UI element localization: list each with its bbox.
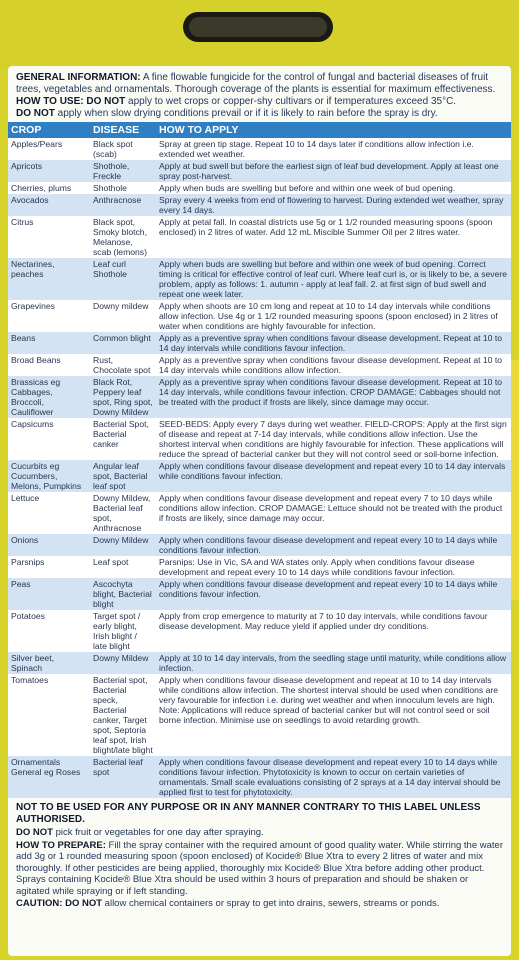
- how-to-apply-cell: Apply when conditions favour disease development and repeat every 10 to 14 day intervals while conditions favour infection.: [156, 460, 511, 492]
- how-to-apply-cell: SEED-BEDS: Apply every 7 days during wet weather. FIELD-CROPS: Apply at the first sign of disease and repeat at 7-14 day intervals, while conditions allow infection. Use the shortest interval when conditions are highly favourable for infection. These applications will reduce the spread of bacterial canker but they will not control seed or soil-borne infection.: [156, 418, 511, 460]
- crop-cell: Ornamentals General eg Roses: [8, 756, 90, 798]
- disease-cell: Leaf spot: [90, 556, 156, 578]
- table-row: [8, 138, 511, 160]
- general-heading: GENERAL INFORMATION:: [16, 72, 141, 83]
- crop-cell: Onions: [8, 534, 90, 556]
- table-row: [8, 194, 511, 216]
- disease-cell: Black spot (scab): [90, 138, 156, 160]
- disease-cell: Downy Mildew: [90, 652, 156, 674]
- crop-cell: Apples/Pears: [8, 138, 90, 160]
- disease-cell: Bacterial Spot, Bacterial canker: [90, 418, 156, 460]
- table-row: [8, 332, 511, 354]
- table-row: [8, 354, 511, 376]
- do-not-label: DO NOT: [86, 96, 126, 107]
- table-row: [8, 460, 511, 492]
- disease-cell: Shothole, Freckle: [90, 160, 156, 182]
- table-row: [8, 610, 511, 652]
- crop-cell: Lettuce: [8, 492, 90, 534]
- hang-hole: [183, 12, 333, 42]
- label-footer: [8, 798, 511, 915]
- disease-cell: Bacterial spot, Bacterial speck, Bacterial canker, Target spot, Septoria leaf spot, Irish blight/late blight: [90, 674, 156, 756]
- how-to-apply-cell: Apply as a preventive spray when conditions favour disease development. Repeat at 10 to 14 day intervals while conditions allow infection.: [156, 354, 511, 376]
- table-row: [8, 160, 511, 182]
- general-information: [8, 66, 511, 122]
- disease-cell: Black spot, Smoky blotch, Melanose, scab (lemons): [90, 216, 156, 258]
- how-to-apply-cell: Apply when buds are swelling but before and within one week of bud opening. Correct timing is critical for effective control of leaf curl. Where leaf curl is, or is likely to be, a severe problem, apply as follows: 1. autumn - apply at leaf fall. 2. at first sign of bud swell and repeat one week later.: [156, 258, 511, 300]
- crop-cell: Parsnips: [8, 556, 90, 578]
- do-not-label: DO NOT: [16, 108, 55, 119]
- table-row: [8, 182, 511, 194]
- crop-cell: Citrus: [8, 216, 90, 258]
- crop-header: CROP: [8, 122, 90, 138]
- slow-drying-text: apply when slow drying conditions prevail or if it is likely to rain before the spray is dry.: [57, 108, 438, 119]
- disease-cell: Rust, Chocolate spot: [90, 354, 156, 376]
- crop-cell: Cucurbits eg Cucumbers, Melons, Pumpkins: [8, 460, 90, 492]
- how-to-apply-cell: Spray at green tip stage. Repeat 10 to 14 days later if conditions allow infection i.e. extended wet weather.: [156, 138, 511, 160]
- card-header: [0, 0, 519, 70]
- table-row: [8, 418, 511, 460]
- crop-cell: Tomatoes: [8, 674, 90, 756]
- how-to-apply-cell: Apply at 10 to 14 day intervals, from the seedling stage until maturity, while conditions allow infection.: [156, 652, 511, 674]
- application-table: [8, 122, 511, 798]
- disease-cell: Bacterial leaf spot: [90, 756, 156, 798]
- crop-cell: Capsicums: [8, 418, 90, 460]
- disease-cell: Common blight: [90, 332, 156, 354]
- how-to-use-label: HOW TO USE:: [16, 96, 84, 107]
- table-row: [8, 376, 511, 418]
- table-row: [8, 216, 511, 258]
- disease-cell: Downy Mildew, Bacterial leaf spot, Anthracnose: [90, 492, 156, 534]
- harvest-interval-text: pick fruit or vegetables for one day after spraying.: [55, 827, 264, 838]
- how-to-prepare-label: HOW TO PREPARE:: [16, 839, 106, 851]
- disease-cell: Angular leaf spot, Bacterial leaf spot: [90, 460, 156, 492]
- disease-cell: Target spot / early blight, Irish blight / late blight: [90, 610, 156, 652]
- crop-cell: Avocados: [8, 194, 90, 216]
- table-row: [8, 534, 511, 556]
- how-to-apply-cell: Spray every 4 weeks from end of flowering to harvest. During extended wet weather, spray every 14 days.: [156, 194, 511, 216]
- crop-cell: Silver beet, Spinach: [8, 652, 90, 674]
- table-row: [8, 492, 511, 534]
- crop-cell: Apricots: [8, 160, 90, 182]
- crop-cell: Potatoes: [8, 610, 90, 652]
- how-to-apply-cell: Apply when conditions favour disease development and repeat every 10 to 14 days while conditions favour infection.: [156, 578, 511, 610]
- how-to-apply-cell: Apply when conditions favour disease development and repeat every 10 to 14 days while conditions favour infection.: [156, 534, 511, 556]
- table-header-row: [8, 122, 511, 138]
- how-to-apply-cell: Apply as a preventive spray when conditions favour disease development. Repeat at 10 to 14 day intervals while conditions favour infection.: [156, 332, 511, 354]
- crop-cell: Nectarines, peaches: [8, 258, 90, 300]
- crop-cell: Peas: [8, 578, 90, 610]
- do-not-label: DO NOT: [16, 827, 53, 838]
- table-row: [8, 300, 511, 332]
- crop-cell: Beans: [8, 332, 90, 354]
- table-row: [8, 674, 511, 756]
- disease-cell: Downy Mildew: [90, 534, 156, 556]
- how-to-apply-cell: Apply when conditions favour disease development and repeat at 10 to 14 day intervals while conditions allow infection. The shortest interval should be used when conditions are very favourable for infection i.e. during wet weather and when innoculum levels are high. Note: Applications will reduce spread of bacterial canker but will not control seed or soil borne infection. Minimise use on seedlings to avoid retarding growth.: [156, 674, 511, 756]
- disease-header: DISEASE: [90, 122, 156, 138]
- caution-label: CAUTION: DO NOT: [16, 898, 103, 909]
- how-to-apply-cell: Apply at bud swell but before the earliest sign of leaf bud development. Apply at least one spray post-harvest.: [156, 160, 511, 182]
- how-to-apply-cell: Apply when conditions favour disease development and repeat every 10 to 14 days while conditions favour infection. Phytotoxicity is known to occur on certain varieties of ornamentals. Small scale evaluations consisting of 2 sprays at a 14 day interval should be applied first to test for phytotoxicity.: [156, 756, 511, 798]
- authorisation-warning: NOT TO BE USED FOR ANY PURPOSE OR IN ANY MANNER CONTRARY TO THIS LABEL UNLESS AUTHORISED.: [16, 802, 481, 825]
- disease-cell: Leaf curl Shothole: [90, 258, 156, 300]
- how-to-apply-cell: Apply when conditions favour disease development and repeat every 7 to 10 days while conditions allow infection. CROP DAMAGE: Lettuce should not be treated with the product if frosts are likely, since damage may occur.: [156, 492, 511, 534]
- crop-cell: Brassicas eg Cabbages, Broccoli, Cauliflower: [8, 376, 90, 418]
- disease-cell: Black Rot, Peppery leaf spot, Ring spot, Downy Mildew: [90, 376, 156, 418]
- crop-cell: Cherries, plums: [8, 182, 90, 194]
- how-to-apply-cell: Apply as a preventive spray when conditions favour disease development. Repeat at 10 to 14 day intervals, while conditions favour infection. CROP DAMAGE: Cabbages should not be treated with the product if frosts are likely, since damage may occur.: [156, 376, 511, 418]
- how-to-apply-header: HOW TO APPLY: [156, 122, 511, 138]
- how-to-apply-cell: Apply at petal fall. In coastal districts use 5g or 1 1/2 rounded measuring spoons (spoon enclosed) in 2 litres of water. Add 12 mL Miscible Summer Oil per 2 litres water.: [156, 216, 511, 258]
- how-to-use-text: apply to wet crops or copper-shy cultivars or if temperatures exceed 35°C.: [128, 96, 457, 107]
- disease-cell: Anthracnose: [90, 194, 156, 216]
- caution-text: allow chemical containers or spray to get into drains, sewers, streams or ponds.: [104, 898, 440, 909]
- disease-cell: Downy mildew: [90, 300, 156, 332]
- table-row: [8, 556, 511, 578]
- how-to-prepare-text: Fill the spray container with the required amount of good quality water. While stirring the water add 3g or 1 rounded measuring spoon (spoon enclosed) of Kocide® Blue Xtra to every 2 litres of water and mix thoroughly. If other pesticides are being applied, thoroughly mix Kocide® Blue Xtra before adding other product. Sprays containing Kocide® Blue Xtra should be used within 3 hours of preparation and should be shaken or agitated while spraying or if left standing.: [16, 839, 503, 897]
- table-row: [8, 578, 511, 610]
- disease-cell: Shothole: [90, 182, 156, 194]
- table-row: [8, 258, 511, 300]
- crop-cell: Broad Beans: [8, 354, 90, 376]
- product-label: [8, 66, 511, 956]
- card-edge: [511, 360, 519, 600]
- how-to-apply-cell: Apply when shoots are 10 cm long and repeat at 10 to 14 day intervals while conditions allow infection. Use 4g or 1 1/2 rounded measuring spoons (spoon enclosed) in 2 litres of water when conditions are highly favourable for infection.: [156, 300, 511, 332]
- table-row: [8, 756, 511, 798]
- general-text: A fine flowable fungicide for the control of fungal and bacterial diseases of fruit trees, vegetables and ornamentals. Thorough coverage of the plants is essential for maximum effectiveness.: [16, 72, 496, 95]
- table-row: [8, 652, 511, 674]
- how-to-apply-cell: Parsnips: Use in Vic, SA and WA states only. Apply when conditions favour disease development and repeat every 10 to 14 days while conditions favour infection.: [156, 556, 511, 578]
- how-to-apply-cell: Apply when buds are swelling but before and within one week of bud opening.: [156, 182, 511, 194]
- crop-cell: Grapevines: [8, 300, 90, 332]
- disease-cell: Ascochyta blight, Bacterial blight: [90, 578, 156, 610]
- how-to-apply-cell: Apply from crop emergence to maturity at 7 to 10 day intervals, while conditions favour disease development. May reduce yield if applied under dry conditions.: [156, 610, 511, 652]
